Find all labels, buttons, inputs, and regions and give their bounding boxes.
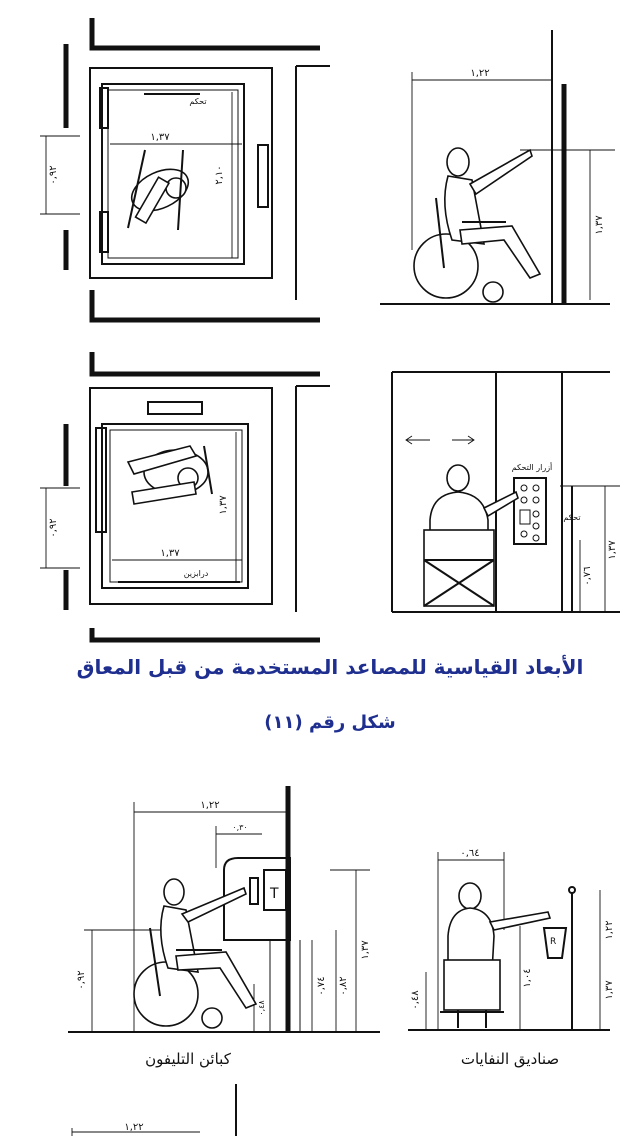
panel-height-dim: ١,٣٧ bbox=[607, 540, 618, 560]
elev1-door-dim: ٠,٩٢ bbox=[48, 165, 59, 185]
elev2-height-dim: ١,٣٧ bbox=[218, 495, 229, 515]
phone-reach-dim: ١,٣٧ bbox=[360, 940, 371, 960]
bottom-partial-dim: ١,٢٢ bbox=[124, 1122, 144, 1133]
figure-title: الأبعاد القياسية للمصاعد المستخدمة من قبل المعاق bbox=[76, 655, 584, 679]
phone-shelf-b-dim: ٠,٨٢ bbox=[338, 976, 349, 996]
wheelchair-user-back bbox=[424, 465, 518, 606]
elev2-width-dim: ١,٣٧ bbox=[160, 548, 180, 559]
wheelchair-plan-1 bbox=[125, 150, 195, 230]
reach-elevation-1 bbox=[380, 30, 615, 304]
bin-reach-dim: ١,٠٤ bbox=[522, 968, 533, 988]
elev1-depth-dim: ١,٣٧ bbox=[150, 132, 170, 143]
partial-bottom-panel bbox=[72, 1084, 236, 1136]
phone-shelf-a-dim: ٠,٧٤ bbox=[316, 976, 327, 996]
handrail-side-label: تحكم bbox=[563, 513, 581, 522]
reach1-height-dim: ١,٣٧ bbox=[594, 215, 605, 235]
control-buttons-panel bbox=[514, 478, 546, 544]
phone-knee-dim: ٠,٩٢ bbox=[76, 970, 87, 990]
phone-small-dim: ٠,٣٠ bbox=[232, 823, 248, 832]
bin-h1-dim: ١,٣٧ bbox=[604, 980, 615, 1000]
control-panel-elevation bbox=[392, 372, 620, 612]
phone-t-icon: T bbox=[270, 886, 279, 902]
elev2-door-dim: ٠,٩٢ bbox=[48, 518, 59, 538]
bin-seat-dim: ٠,٤٨ bbox=[410, 990, 421, 1010]
handrail-bottom-label: درابزين bbox=[183, 569, 209, 578]
wheelchair-user-side-1 bbox=[414, 148, 540, 302]
figure-number: شكل رقم (١١) bbox=[264, 712, 396, 733]
elevator-plan-2 bbox=[40, 352, 330, 640]
telephone-booth-label: كبائن التليفون bbox=[145, 1050, 231, 1068]
elevator-plan-1 bbox=[40, 18, 330, 320]
wheelchair-plan-2 bbox=[128, 446, 212, 504]
control-buttons-label: أزرار التحكم bbox=[511, 463, 553, 472]
phone-width-dim: ١,٢٢ bbox=[200, 800, 220, 811]
bin-r-icon: R bbox=[550, 937, 557, 947]
bin-width-dim: ٠,٦٤ bbox=[460, 848, 480, 859]
wheelchair-user-side-2 bbox=[134, 879, 256, 1028]
bin-h2-dim: ١,٢٢ bbox=[604, 920, 615, 940]
waste-bins-elevation bbox=[408, 848, 615, 1068]
elev1-height-dim: ٢,١٠ bbox=[214, 165, 225, 185]
handrail-top-label: تحكم bbox=[189, 97, 207, 106]
panel-low-dim: ٠,٧٦ bbox=[582, 566, 593, 586]
wheelchair-user-front bbox=[440, 883, 550, 1028]
telephone-booth-elevation bbox=[68, 786, 380, 1068]
phone-low-dim: ٠,٤٨ bbox=[257, 1000, 266, 1016]
waste-bins-label: صناديق النفايات bbox=[460, 1050, 560, 1068]
reach1-width-dim: ١,٢٢ bbox=[470, 68, 490, 79]
